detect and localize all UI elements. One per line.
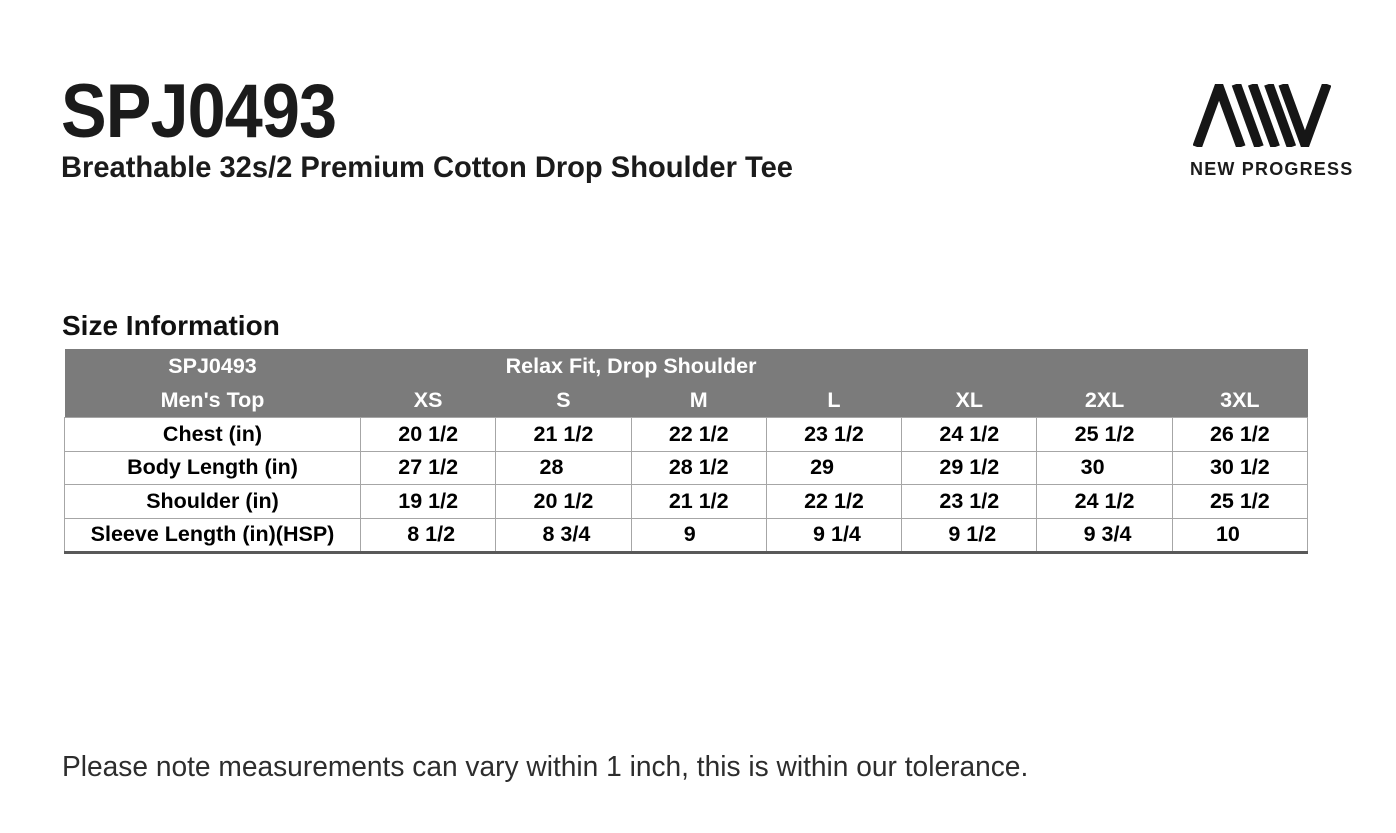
size-value-cell: 21 1/2 (631, 485, 766, 519)
measurement-row-sleeve-length (65, 518, 1308, 553)
size-value-cell: 8 3/4 (496, 518, 631, 553)
size-value-cell: 29 1/2 (902, 451, 1037, 485)
size-value-cell: 9 (631, 518, 766, 553)
row-label: Body Length (in) (65, 451, 361, 485)
size-value-cell: 24 1/2 (902, 418, 1037, 452)
size-column-header-xl: XL (902, 383, 1037, 418)
new-progress-logo-icon (1190, 84, 1334, 147)
size-value-cell: 21 1/2 (496, 418, 631, 452)
size-value-cell: 23 1/2 (902, 485, 1037, 519)
size-value-cell: 9 3/4 (1037, 518, 1172, 553)
brand-logo (1190, 84, 1354, 180)
size-value-cell: 20 1/2 (361, 418, 496, 452)
size-value-cell: 25 1/2 (1037, 418, 1172, 452)
size-column-header-2xl: 2XL (1037, 383, 1172, 418)
size-value-cell: 28 1/2 (631, 451, 766, 485)
size-value-cell: 19 1/2 (361, 485, 496, 519)
row-label: Chest (in) (65, 418, 361, 452)
table-header-fit-description: Relax Fit, Drop Shoulder (361, 349, 902, 383)
size-column-header-xs: XS (361, 383, 496, 418)
size-value-cell: 27 1/2 (361, 451, 496, 485)
table-header-category: Men's Top (65, 383, 361, 418)
section-title: Size Information (62, 310, 280, 341)
size-column-header-3xl: 3XL (1172, 383, 1307, 418)
size-column-header-l: L (766, 383, 901, 418)
size-value-cell: 24 1/2 (1037, 485, 1172, 519)
size-column-header-m: M (631, 383, 766, 418)
tolerance-note: Please note measurements can vary within 1 inch, this is within our tolerance. (62, 751, 1029, 783)
size-value-cell: 25 1/2 (1172, 485, 1307, 519)
size-value-cell: 9 1/4 (766, 518, 901, 553)
product-name-subtitle: Breathable 32s/2 Premium Cotton Drop Shoulder Tee (61, 151, 793, 184)
table-header-fit-spacer (902, 349, 1308, 383)
size-value-cell: 26 1/2 (1172, 418, 1307, 452)
size-value-cell: 30 (1037, 451, 1172, 485)
size-value-cell: 28 (496, 451, 631, 485)
size-value-cell: 20 1/2 (496, 485, 631, 519)
size-value-cell: 8 1/2 (361, 518, 496, 553)
size-value-cell: 10 (1172, 518, 1307, 553)
table-header-style-code: SPJ0493 (65, 349, 361, 383)
size-column-header-s: S (496, 383, 631, 418)
size-value-cell: 23 1/2 (766, 418, 901, 452)
measurement-row-shoulder (65, 485, 1308, 519)
row-label: Shoulder (in) (65, 485, 361, 519)
table-header-row-sizes (65, 383, 1308, 418)
product-code-title: SPJ0493 (61, 69, 337, 154)
size-value-cell: 9 1/2 (902, 518, 1037, 553)
size-value-cell: 29 (766, 451, 901, 485)
measurement-row-chest (65, 418, 1308, 452)
size-table (64, 349, 1308, 554)
table-header-row-fit (65, 349, 1308, 383)
measurement-row-body-length (65, 451, 1308, 485)
size-value-cell: 22 1/2 (631, 418, 766, 452)
size-value-cell: 30 1/2 (1172, 451, 1307, 485)
size-value-cell: 22 1/2 (766, 485, 901, 519)
brand-name: NEW PROGRESS (1190, 159, 1354, 179)
row-label: Sleeve Length (in)(HSP) (65, 518, 361, 553)
